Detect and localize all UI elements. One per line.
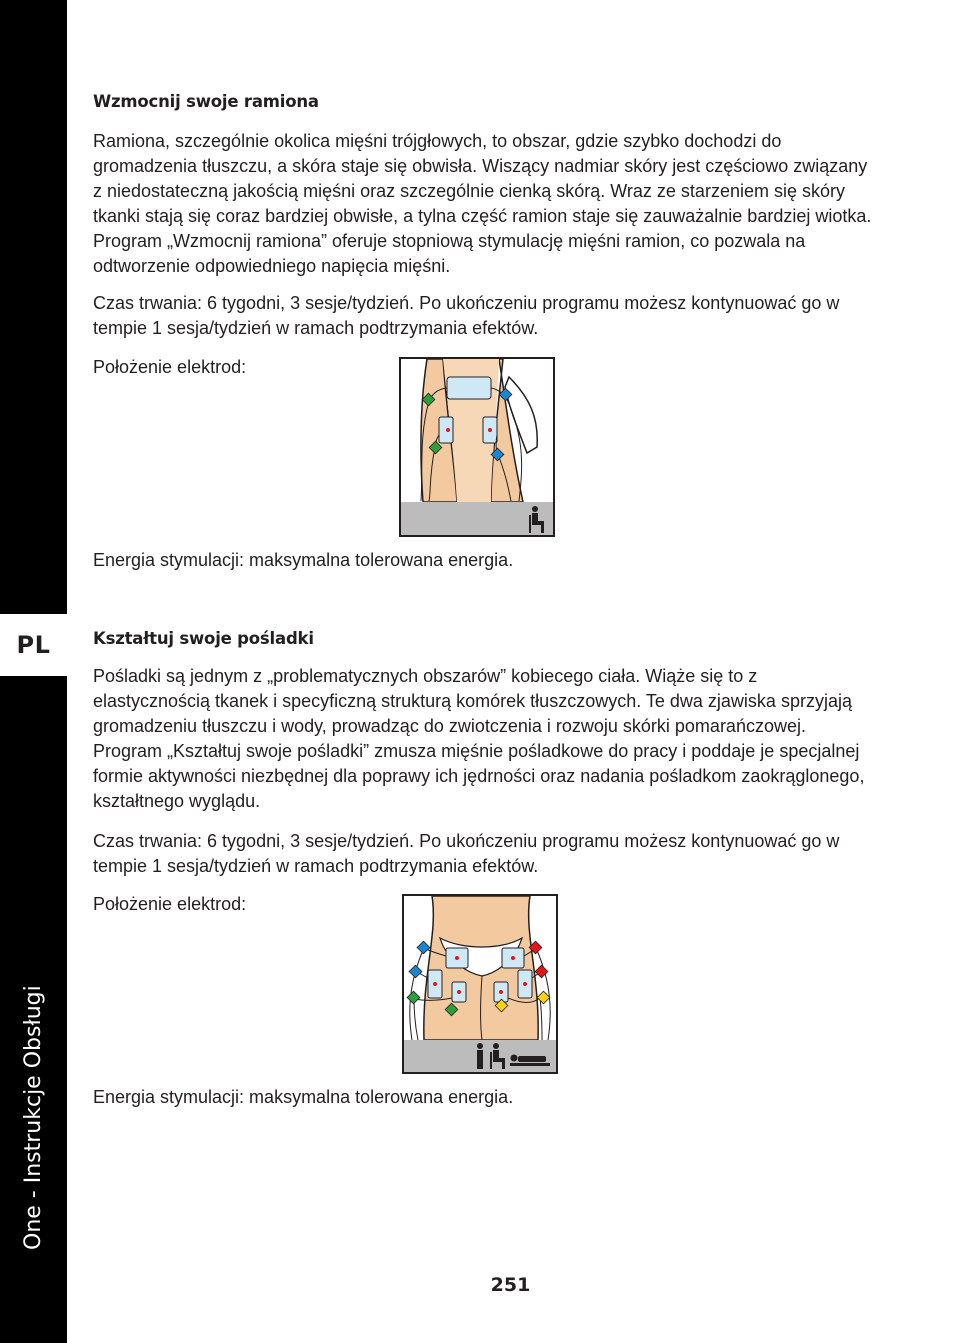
manual-title: One - Instrukcje Obsługi: [21, 985, 46, 1250]
sidebar: [0, 0, 67, 1343]
page-number: 251: [490, 1274, 531, 1296]
buttocks-electrode-figure: [402, 894, 558, 1078]
lying-person-icon: [510, 1055, 550, 1067]
arm-electrode-diagram: [399, 357, 555, 537]
section-description: Ramiona, szczególnie okolica mięśni trójgłowych, to obszar, gdzie szybko dochodzi do gromadzenia tłuszczu, a skóra staje się obwisła. Wiszący nadmiar skóry jest częściowo związany z niedostateczną jakością mięśni oraz szczególnie cienką skórą. Wraz ze starzeniem się skóry tkanki stają się coraz bardziej obwisłe, a tylna część ramion staje się zauważalnie bardziej wiotka. Program „Wzmocnij ramiona” oferuje stopniową stymulację mięśni ramion, co pozwala na odtworzenie odpowiedniego napięcia mięśni.: [93, 131, 872, 276]
section-description: Pośladki są jednym z „problematycznych obszarów” kobiecego ciała. Wiąże się to z elastycznością tkanek i specyficzną strukturą komórek tłuszczowych. Te dwa zjawiska sprzyjają gromadzeniu tłuszczu i wody, prowadząc do zwiotczenia i rozwoju skórki pomarańczowej. Program „Kształtuj swoje pośladki” zmusza mięśnie pośladkowe do pracy i poddaje je specjalnej formie aktywności niezbędnej dla poprawy ich jędrności oraz nadania pośladkom zaokrąglonego, kształtnego wyglądu.: [93, 666, 865, 811]
standing-person-icon: [477, 1043, 483, 1069]
arm-electrode-figure: [399, 357, 555, 541]
energy-info: Energia stymulacji: maksymalna tolerowana energia.: [93, 550, 514, 570]
electrode-label: Położenie elektrod:: [93, 894, 247, 914]
section-duration: Czas trwania: 6 tygodni, 3 sesje/tydzień. Po ukończeniu programu możesz kontynuować go w tempie 1 sesja/tydzień w ramach podtrzymania efektów.: [93, 831, 840, 876]
section-duration: Czas trwania: 6 tygodni, 3 sesje/tydzień. Po ukończeniu programu możesz kontynuować go w tempie 1 sesja/tydzień w ramach podtrzymania efektów.: [93, 293, 840, 338]
buttocks-electrode-diagram: [402, 894, 558, 1074]
section-heading: Wzmocnij swoje ramiona: [93, 92, 319, 111]
section-heading: Kształtuj swoje pośladki: [93, 629, 314, 648]
electrode-label: Położenie elektrod:: [93, 357, 247, 377]
energy-info: Energia stymulacji: maksymalna tolerowana energia.: [93, 1087, 514, 1107]
language-tab: PL: [0, 614, 67, 676]
